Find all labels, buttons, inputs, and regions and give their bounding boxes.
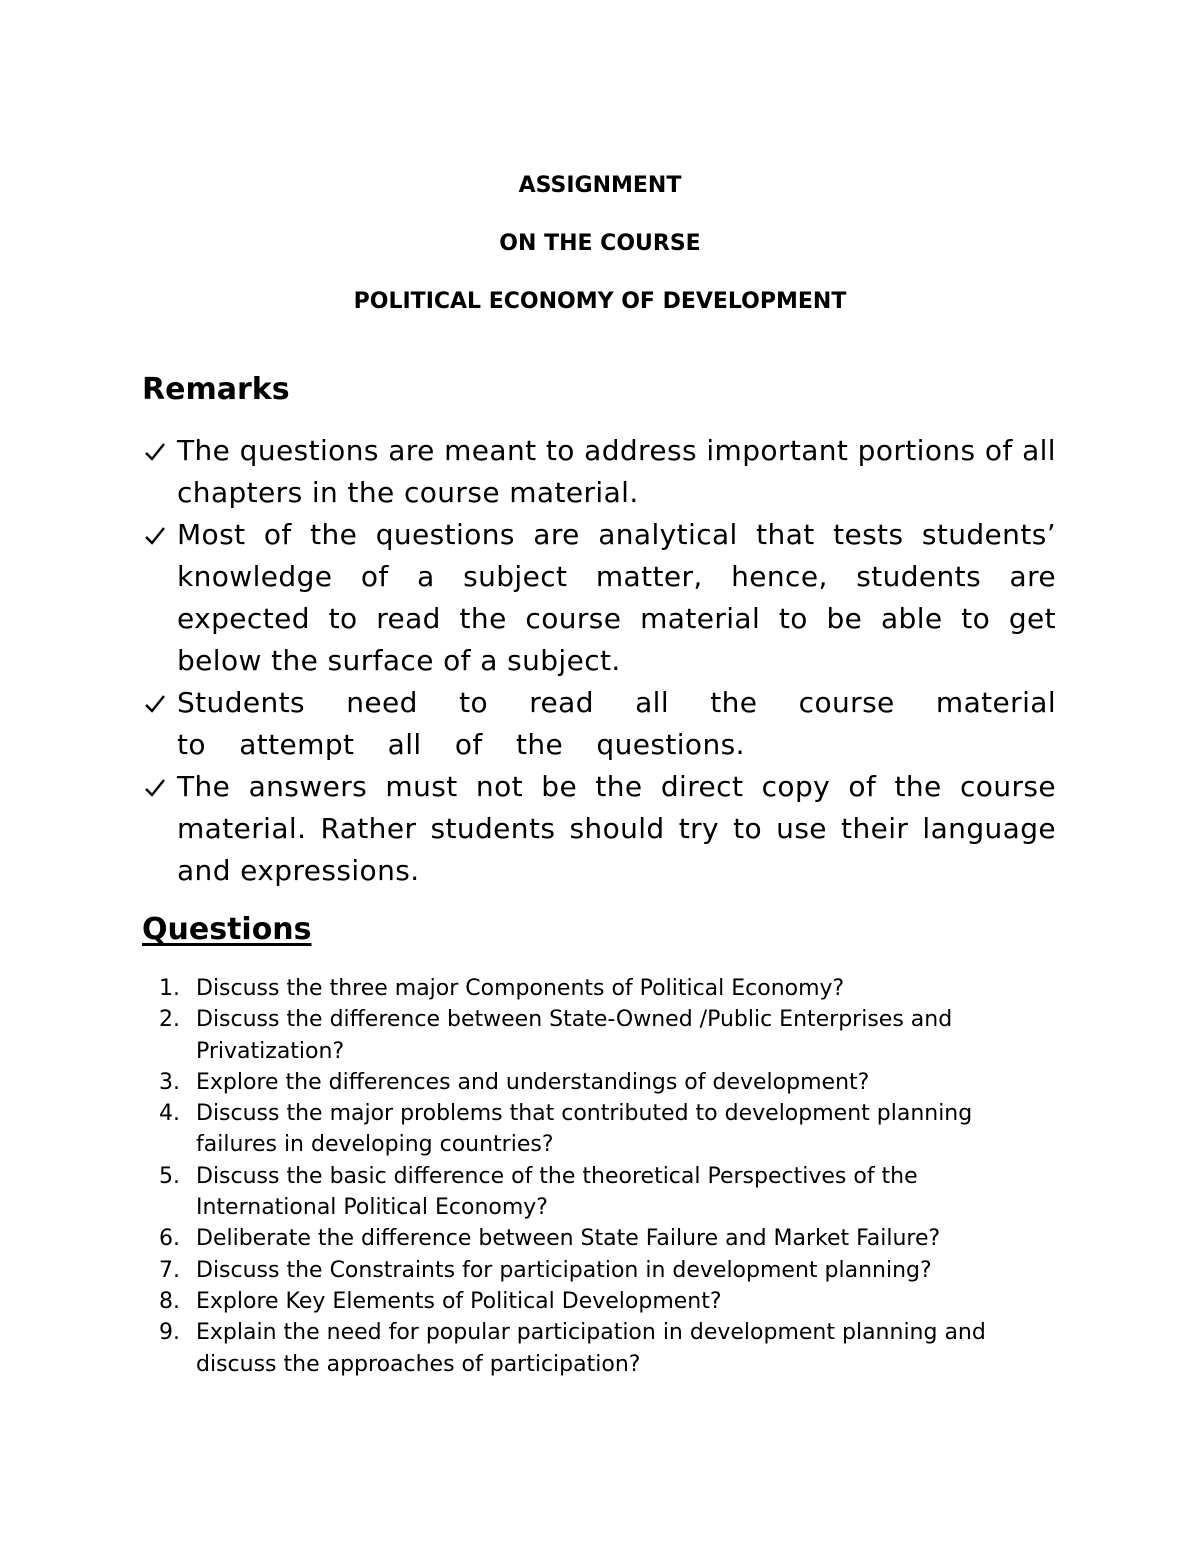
remarks-list xyxy=(142,430,1056,892)
question-item xyxy=(142,1286,1042,1317)
checkmark-icon xyxy=(142,430,172,472)
remark-item xyxy=(142,430,1056,514)
question-number: 9. xyxy=(159,1320,180,1346)
question-item xyxy=(142,1161,1042,1224)
title-course-name: POLITICAL ECONOMY OF DEVELOPMENT xyxy=(353,289,847,314)
question-number: 6. xyxy=(159,1226,180,1252)
question-text: Discuss the three major Components of Political Economy? xyxy=(196,976,845,1001)
title-assignment: ASSIGNMENT xyxy=(518,173,682,198)
question-number: 4. xyxy=(159,1101,180,1127)
checkmark-icon xyxy=(142,682,172,724)
questions-heading: Questions xyxy=(142,912,312,947)
question-text: Deliberate the difference between State Failure and Market Failure? xyxy=(196,1226,941,1252)
remark-text: Most of the questions are analytical that tests students’ knowledge of a subject matter, hence, students are expected to read the course material to be able to get below the surface of a subject. xyxy=(177,518,1056,677)
question-item xyxy=(142,1223,1042,1254)
question-text: Discuss the basic difference of the theoretical Perspectives of the International Political Economy? xyxy=(196,1163,918,1221)
questions-list xyxy=(142,973,1042,1380)
question-text: Discuss the difference between State-Owned /Public Enterprises and Privatization? xyxy=(196,1007,953,1064)
question-number: 7. xyxy=(159,1257,180,1283)
question-number: 5. xyxy=(159,1163,180,1189)
remark-text: Students need to read all the course material to attempt all of the questions. xyxy=(177,686,1056,761)
question-number: 3. xyxy=(159,1069,180,1095)
question-item xyxy=(142,973,1042,1004)
title-on-the-course: ON THE COURSE xyxy=(499,231,701,256)
question-item xyxy=(142,1067,1042,1098)
remark-item xyxy=(142,514,1056,682)
remark-text: The answers must not be the direct copy of the course material. Rather students should try to use their language and expressions. xyxy=(177,770,1056,887)
question-item xyxy=(142,1317,1042,1380)
question-text: Discuss the major problems that contributed to development planning failures in developing countries? xyxy=(196,1101,973,1158)
remark-item xyxy=(142,766,1056,892)
question-text: Explore Key Elements of Political Development? xyxy=(196,1288,722,1314)
remark-text: The questions are meant to address important portions of all chapters in the course material. xyxy=(177,434,1056,509)
question-text: Discuss the Constraints for participation in development planning? xyxy=(196,1257,932,1283)
question-item xyxy=(142,1255,1042,1286)
question-item xyxy=(142,1098,1042,1161)
question-item xyxy=(142,1004,1042,1067)
checkmark-icon xyxy=(142,514,172,556)
question-number: 1. xyxy=(159,976,180,1001)
checkmark-icon xyxy=(142,766,172,808)
remark-item xyxy=(142,682,1056,766)
remarks-heading: Remarks xyxy=(142,372,290,407)
question-text: Explore the differences and understandings of development? xyxy=(196,1069,870,1095)
question-number: 2. xyxy=(159,1007,180,1033)
question-text: Explain the need for popular participation in development planning and discuss the approaches of participation? xyxy=(196,1320,986,1377)
question-number: 8. xyxy=(159,1288,180,1314)
